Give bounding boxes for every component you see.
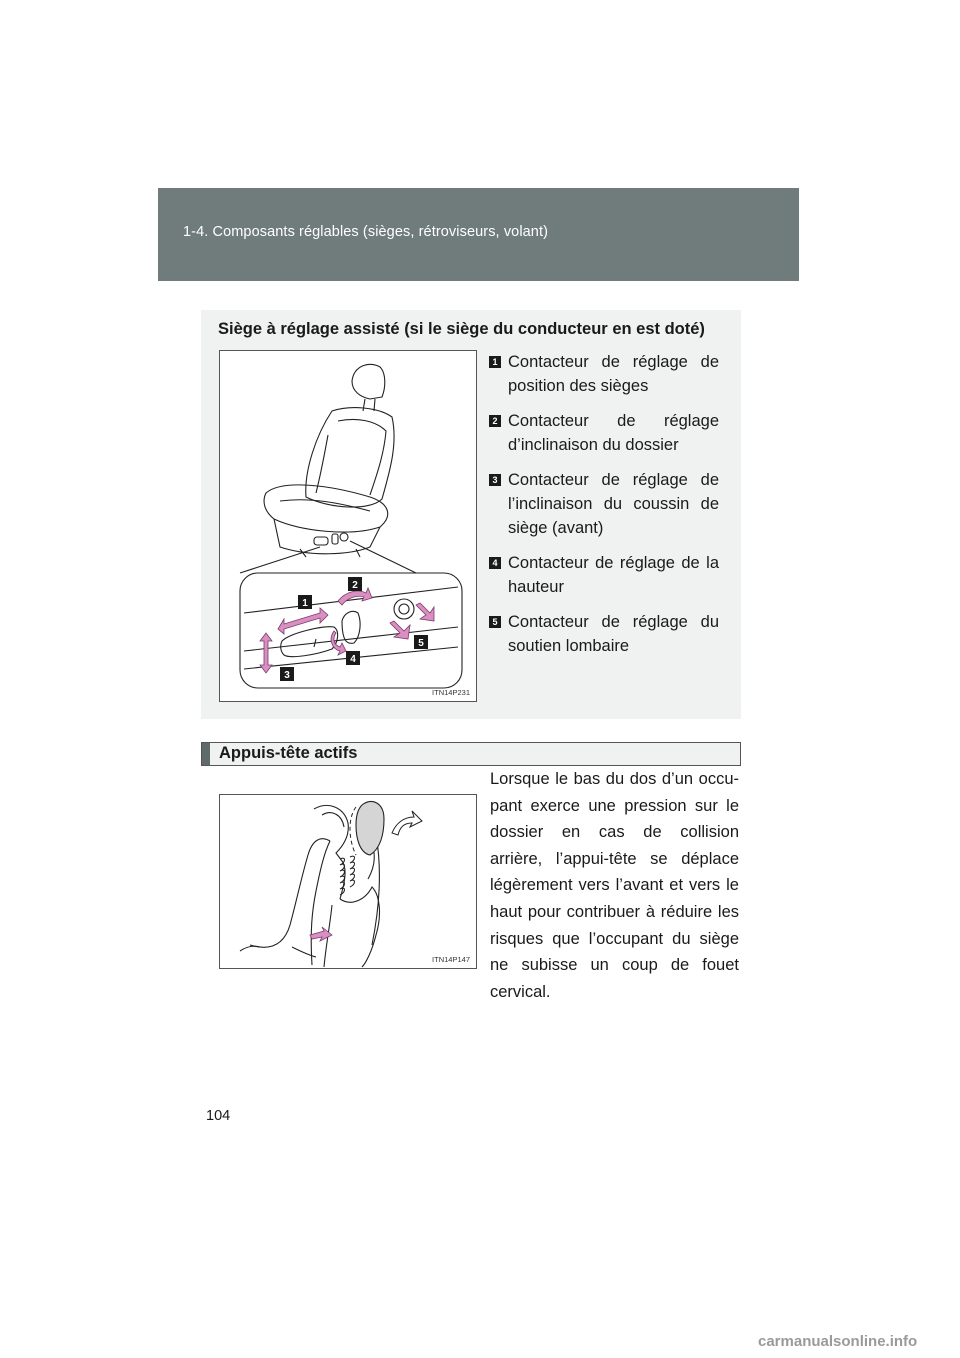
list-item	[489, 409, 719, 457]
power-seat-illustration	[219, 350, 477, 702]
list-item	[489, 610, 719, 658]
svg-text:5: 5	[418, 638, 424, 649]
item-text: Contacteur de réglage de l’inclinaison du coussin de siège (avant)	[508, 471, 719, 537]
headrest-drawing	[220, 795, 476, 968]
svg-text:4: 4	[350, 654, 356, 665]
active-headrests-section-bar	[201, 742, 741, 766]
list-item	[489, 468, 719, 540]
section-marker	[202, 743, 210, 765]
power-seat-title: Siège à réglage assisté (si le siège du conducteur en est doté)	[218, 320, 705, 338]
figure-code: ITN14P231	[432, 688, 470, 697]
svg-text:1: 1	[302, 598, 308, 609]
svg-text:2: 2	[352, 580, 358, 591]
svg-text:3: 3	[284, 670, 290, 681]
power-seat-switch-list	[489, 350, 719, 669]
item-number: 1	[489, 356, 501, 368]
item-number: 4	[489, 557, 501, 569]
seat-drawing	[220, 351, 476, 701]
list-item	[489, 350, 719, 398]
item-number: 3	[489, 474, 501, 486]
page-number: 104	[206, 1108, 231, 1124]
active-headrests-description: Lorsque le bas du dos d’un occu-pant exerce une pression sur le dossier en cas de collision arrière, l’appui-tête se déplace légèrement vers l’avant et vers le haut pour contribuer à réduire les risques que l’occupant du siège ne subisse un coup de fouet cervical.	[490, 770, 739, 1001]
item-text: Contacteur de réglage d’inclinaison du dossier	[508, 412, 719, 454]
active-headrests-title: Appuis-tête actifs	[219, 744, 358, 762]
list-item	[489, 551, 719, 599]
chapter-header	[158, 188, 799, 281]
item-number: 2	[489, 415, 501, 427]
power-seat-box	[201, 310, 741, 719]
figure-code: ITN14P147	[432, 955, 470, 964]
item-text: Contacteur de réglage du soutien lombaire	[508, 613, 719, 655]
active-headrest-illustration	[219, 794, 477, 969]
item-number: 5	[489, 616, 501, 628]
item-text: Contacteur de réglage de position des sièges	[508, 353, 719, 395]
breadcrumb: 1-4. Composants réglables (sièges, rétroviseurs, volant)	[183, 224, 549, 240]
item-text: Contacteur de réglage de la hauteur	[508, 554, 719, 596]
watermark: carmanualsonline.info	[758, 1333, 918, 1350]
